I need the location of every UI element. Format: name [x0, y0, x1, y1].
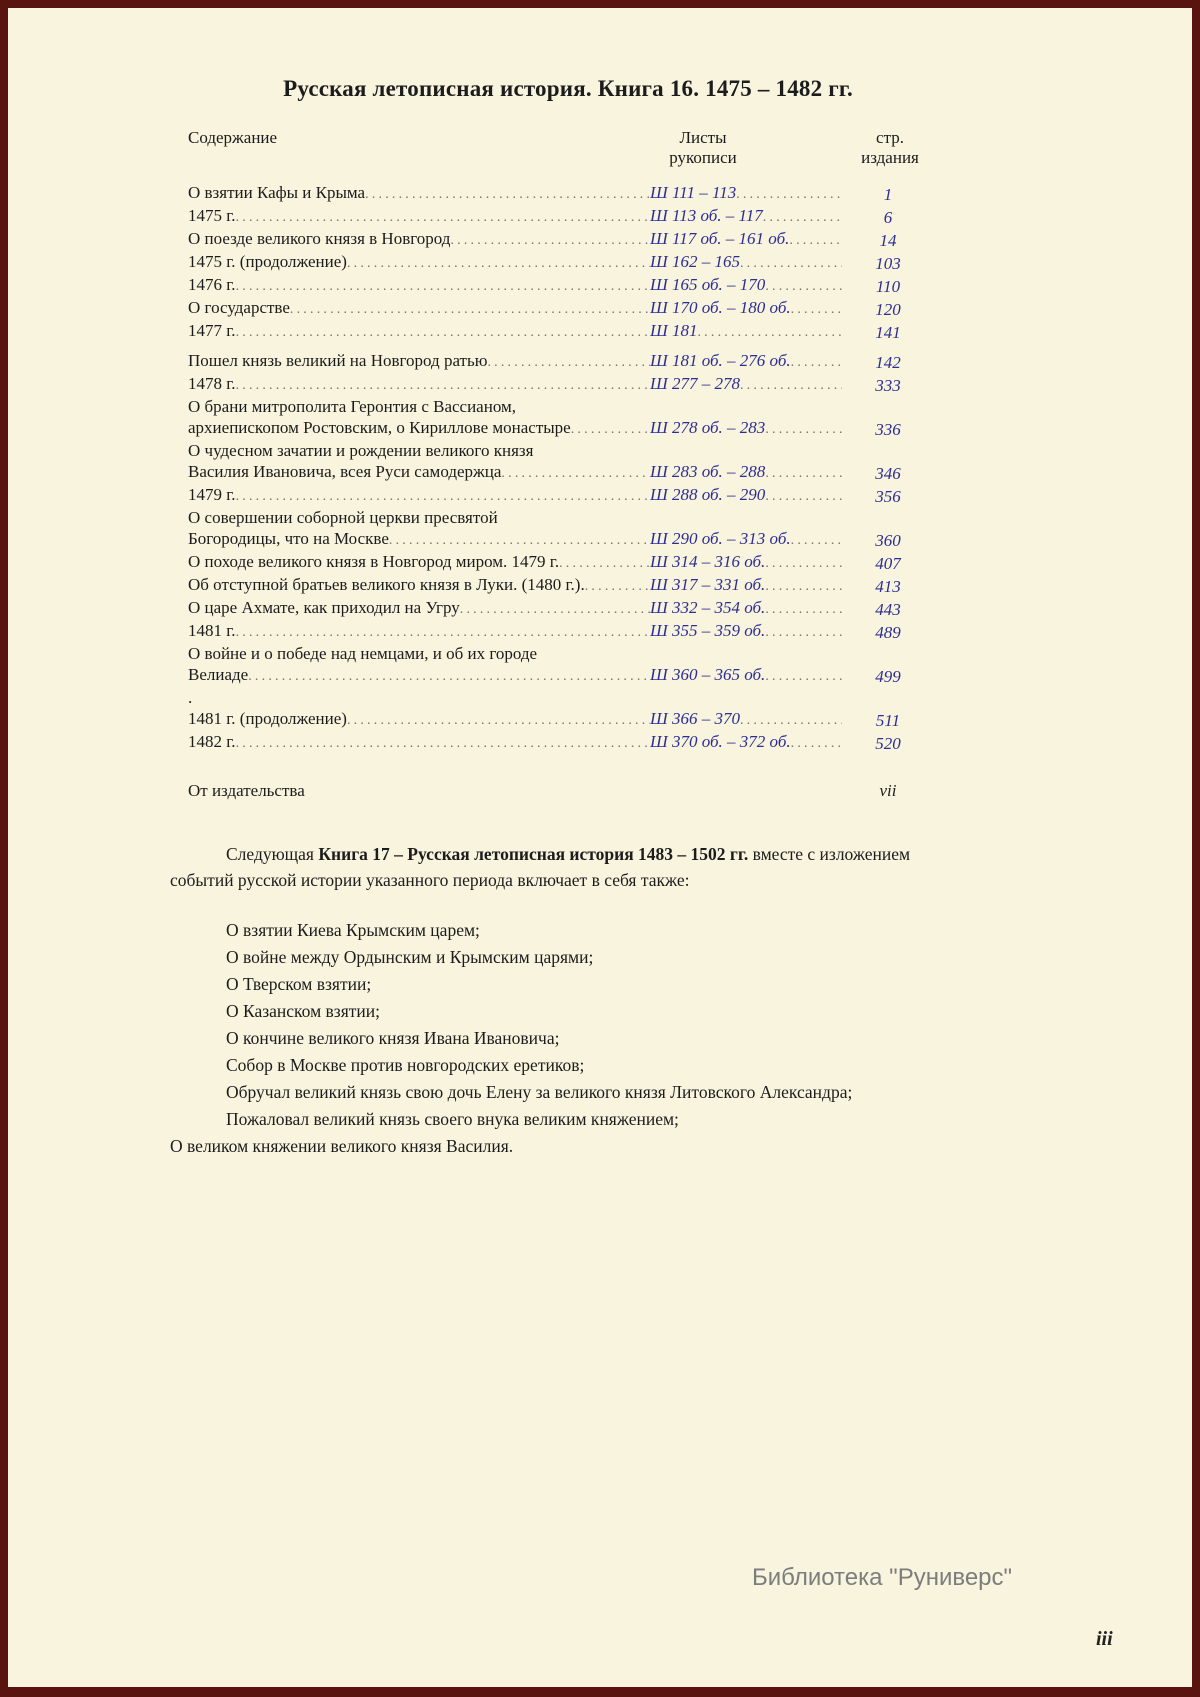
toc-entry-title	[188, 687, 650, 708]
book-list-item: О войне между Ордынским и Крымским царями;	[226, 947, 594, 967]
toc-sheet-range: Ш 288 об. – 290 .....	[650, 484, 842, 507]
toc-entry-line: архиепископом Ростовским, о Кириллове монастыре .....	[188, 417, 650, 440]
toc-row	[188, 731, 934, 754]
book-list	[170, 917, 967, 1133]
toc-page-number: 489	[875, 623, 901, 642]
toc-page-number: 511	[875, 711, 901, 730]
toc-entry-line: Богородицы, что на Москве .....	[188, 528, 650, 551]
toc-sheet-range: Ш 278 об. – 283 .....	[650, 417, 842, 440]
toc-sheet-range: Ш 113 об. – 117 .....	[650, 205, 842, 228]
toc-entry-title	[188, 551, 650, 574]
toc-entry-title	[188, 297, 650, 320]
toc-page-number: 120	[875, 300, 901, 319]
toc-entry-title	[188, 182, 650, 205]
toc-entry-title	[188, 350, 650, 373]
toc-sheet-range: Ш 165 об. – 170 .....	[650, 274, 842, 297]
column-header-pages: стр. издания	[861, 128, 919, 167]
toc-sheet-range: Ш 366 – 370 .....	[650, 708, 842, 731]
toc-entry-line: 1481 г. .....	[188, 620, 650, 643]
toc-entry-title	[188, 780, 650, 801]
toc-rows	[188, 182, 934, 801]
toc-page-number: vii	[879, 781, 897, 800]
toc-entry-title	[188, 274, 650, 297]
toc-page-number: 346	[875, 464, 901, 483]
toc-sheet-range: Ш 277 – 278 .....	[650, 373, 842, 396]
toc-sheet-range: Ш 360 – 365 об. .....	[650, 664, 842, 687]
toc-row	[188, 551, 934, 574]
toc-row	[188, 507, 934, 551]
toc-page-number: 110	[875, 277, 901, 296]
toc-entry-title	[188, 484, 650, 507]
toc-row	[188, 373, 934, 396]
toc-page-number: 407	[875, 554, 901, 573]
toc-entry-line: 1478 г. .....	[188, 373, 650, 396]
toc-row	[188, 251, 934, 274]
toc-entry-line: 1475 г. (продолжение) .....	[188, 251, 650, 274]
toc-entry-line: О чудесном зачатии и рождении великого князя	[188, 441, 534, 460]
toc-page-number: 499	[875, 667, 901, 686]
toc-sheet-range: Ш 332 – 354 об. .....	[650, 597, 842, 620]
toc-page-number: 103	[875, 254, 901, 273]
toc-entry-title	[188, 205, 650, 228]
book-list-item: Пожаловал великий князь своего внука великим княжением;	[226, 1109, 679, 1129]
toc-page-number: 1	[883, 185, 893, 204]
toc-row	[188, 708, 934, 731]
toc-page-number: 6	[883, 208, 893, 227]
toc-entry-title	[188, 251, 650, 274]
intro-lead: Следующая	[226, 844, 319, 864]
toc-sheet-range: Ш 317 – 331 об. .....	[650, 574, 842, 597]
body-section	[170, 841, 967, 1160]
toc-entry-line: Об отступной братьев великого князя в Луки. (1480 г.). .....	[188, 574, 650, 597]
toc-entry-line: От издательства	[188, 781, 305, 800]
toc-row	[188, 643, 934, 687]
toc-page-number: 141	[875, 323, 901, 342]
toc-sheet-range: Ш 111 – 113 .....	[650, 182, 842, 205]
toc-entry-line: 1481 г. (продолжение) .....	[188, 708, 650, 731]
book-list-item: Собор в Москве против новгородских еретиков;	[226, 1055, 585, 1075]
toc-entry-line: Василия Ивановича, всея Руси самодержца .....	[188, 461, 650, 484]
toc-entry-title	[188, 708, 650, 731]
toc-entry-title	[188, 731, 650, 754]
toc-entry-line: .	[188, 688, 193, 707]
toc-entry-line: О походе великого князя в Новгород миром. 1479 г. .....	[188, 551, 650, 574]
toc-row	[188, 274, 934, 297]
toc-entry-line: 1475 г. .....	[188, 205, 650, 228]
toc-entry-title	[188, 597, 650, 620]
book-list-item: Обручал великий князь свою дочь Елену за великого князя Литовского Александра;	[226, 1082, 853, 1102]
toc-row	[188, 205, 934, 228]
column-header-content: Содержание	[188, 128, 278, 147]
toc-page-number: 14	[879, 231, 897, 250]
intro-paragraph	[170, 841, 967, 893]
toc-column-headers	[188, 128, 934, 172]
toc-row	[188, 620, 934, 643]
toc-sheet-range: Ш 355 – 359 об. .....	[650, 620, 842, 643]
toc-row	[188, 396, 934, 440]
intro-rest: вместе с изложением событий русской истории указанного периода включает в себя также:	[170, 844, 911, 890]
toc-entry-title	[188, 396, 650, 440]
toc-entry-line: О поезде великого князя в Новгород .....	[188, 228, 650, 251]
toc-entry-title	[188, 320, 650, 343]
toc-row	[188, 228, 934, 251]
toc-row	[188, 440, 934, 484]
toc-row	[188, 297, 934, 320]
toc-entry-title	[188, 228, 650, 251]
toc-row	[188, 597, 934, 620]
toc-page-number: 360	[875, 531, 901, 550]
toc-sheet-range: Ш 370 об. – 372 об. .....	[650, 731, 842, 754]
toc-page-number: 413	[875, 577, 901, 596]
toc-sheet-range: Ш 181 об. – 276 об. .....	[650, 350, 842, 373]
toc-page-number: 443	[875, 600, 901, 619]
toc-entry-line: 1476 г. .....	[188, 274, 650, 297]
toc-entry-title	[188, 574, 650, 597]
book-list-item: О кончине великого князя Ивана Ивановича;	[226, 1028, 560, 1048]
toc-sheet-range: Ш 162 – 165 .....	[650, 251, 842, 274]
toc-sheet-range: Ш 290 об. – 313 об. .....	[650, 528, 842, 551]
intro-book-title: Книга 17 – Русская летописная история 1483 – 1502 гг.	[318, 844, 749, 864]
book-list-item: О взятии Киева Крымским царем;	[226, 920, 480, 940]
toc-entry-line: О брани митрополита Геронтия с Вассианом,	[188, 397, 517, 416]
toc-entry-title	[188, 643, 650, 687]
library-watermark: Библиотека "Руниверс"	[752, 1564, 1013, 1591]
toc-entry-line: 1477 г. .....	[188, 320, 650, 343]
toc-entry-line: О войне и о победе над немцами, и об их городе	[188, 644, 538, 663]
toc-entry-title	[188, 440, 650, 484]
toc-row	[188, 350, 934, 373]
toc-entry-line: О совершении соборной церкви пресвятой	[188, 508, 498, 527]
toc-row	[188, 780, 934, 801]
toc-page-number: 520	[875, 734, 901, 753]
toc-entry-line: Пошел князь великий на Новгород ратью .....	[188, 350, 650, 373]
column-header-sheets: Листы рукописи	[669, 128, 737, 167]
page-title: Русская летописная история. Книга 16. 1475 – 1482 гг.	[283, 76, 853, 101]
toc-entry-line: 1482 г. .....	[188, 731, 650, 754]
toc-sheet-range: Ш 314 – 316 об. .....	[650, 551, 842, 574]
toc-row	[188, 574, 934, 597]
toc-page-number: 336	[875, 420, 901, 439]
toc-entry-line: О царе Ахмате, как приходил на Угру .....	[188, 597, 650, 620]
toc-page-number: 333	[875, 376, 901, 395]
toc-entry-title	[188, 620, 650, 643]
toc-page-number: 142	[875, 353, 901, 372]
toc-row	[188, 687, 934, 708]
folio-page-number: iii	[1096, 1628, 1113, 1650]
toc-entry-line: Велиаде .....	[188, 664, 650, 687]
toc-entry-line: 1479 г. .....	[188, 484, 650, 507]
toc-entry-line: О взятии Кафы и Крыма .....	[188, 182, 650, 205]
toc-sheet-range: Ш 283 об. – 288 .....	[650, 461, 842, 484]
toc-row	[188, 320, 934, 343]
toc-sheet-range: Ш 170 об. – 180 об. .....	[650, 297, 842, 320]
toc-row	[188, 484, 934, 507]
toc-entry-title	[188, 507, 650, 551]
toc-sheet-range: Ш 117 об. – 161 об. .....	[650, 228, 842, 251]
book-list-last-item: О великом княжении великого князя Василия.	[170, 1136, 514, 1156]
book-list-item: О Казанском взятии;	[226, 1001, 380, 1021]
toc-sheet-range: Ш 181 .....	[650, 320, 842, 343]
book-list-item: О Тверском взятии;	[226, 974, 372, 994]
toc-entry-title	[188, 373, 650, 396]
toc-entry-line: О государстве .....	[188, 297, 650, 320]
toc-page-number: 356	[875, 487, 901, 506]
toc-row	[188, 182, 934, 205]
